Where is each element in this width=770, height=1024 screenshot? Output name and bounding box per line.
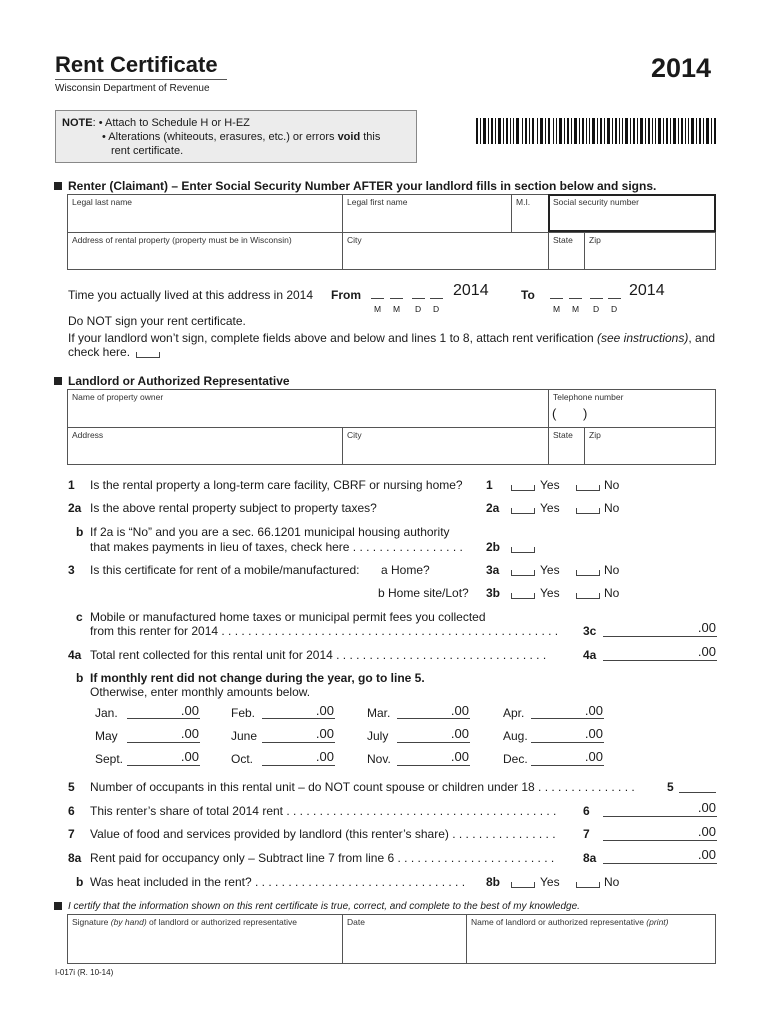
landlord-zip-field[interactable]: Zip [589, 430, 601, 440]
note-label: NOTE [62, 117, 93, 129]
line-3a-ref: 3a [486, 563, 500, 577]
line-3b-yes-checkbox[interactable] [511, 593, 535, 599]
line-6-text: This renter’s share of total 2014 rent . . . . . . . . . . . . . . . . . . . . . . . . . . . . . . . . . . . . . . . . . [90, 804, 557, 818]
line-4a-cents: .00 [697, 644, 716, 659]
line-2b-number: b [76, 525, 84, 539]
line-5-occupants-input[interactable] [679, 792, 716, 793]
line-8b-number: b [76, 875, 84, 889]
month-may-cents: .00 [180, 726, 199, 741]
month-mar-input[interactable] [397, 718, 470, 719]
line-8a-cents: .00 [697, 847, 716, 862]
line-3b-no-label: No [604, 586, 620, 600]
landlord-row-divider [67, 427, 716, 428]
month-dec-cents: .00 [584, 749, 603, 764]
to-year: 2014 [629, 282, 665, 299]
renter-zip-field[interactable]: Zip [589, 235, 601, 245]
line-8b-yes-label: Yes [540, 875, 560, 889]
line-8b-yes-checkbox[interactable] [511, 882, 535, 888]
landlord-wont-sign-1: If your landlord won’t sign, complete fields above and below and lines 1 to 8, attach rent verification [68, 331, 597, 345]
line-4a-amount-input[interactable] [603, 660, 717, 661]
month-may-label: May [95, 729, 118, 743]
line-2a-no-checkbox[interactable] [576, 508, 600, 514]
note-void: void [337, 131, 361, 143]
month-nov-cents: .00 [450, 749, 469, 764]
printed-name-label-b: (print) [646, 917, 669, 927]
line-2a-yes-checkbox[interactable] [511, 508, 535, 514]
month-jul-input[interactable] [397, 742, 470, 743]
line-3a-yes-label: Yes [540, 563, 560, 577]
line-3a-no-checkbox[interactable] [576, 570, 600, 576]
month-jun-cents: .00 [315, 726, 334, 741]
month-jan-input[interactable] [127, 718, 200, 719]
note-bullet-1: • Attach to Schedule H or H-EZ [98, 117, 250, 129]
from-year: 2014 [453, 282, 489, 299]
to-dd-1: D [593, 304, 600, 314]
line-3c-text-1: Mobile or manufactured home taxes or municipal permit fees you collected [90, 610, 486, 624]
line-4a-number: 4a [68, 648, 82, 662]
landlord-city-field[interactable]: City [347, 430, 362, 440]
month-apr-input[interactable] [531, 718, 604, 719]
landlord-wont-sign-text [68, 331, 715, 345]
month-jun-label: June [231, 729, 258, 743]
printed-name-label-a: Name of landlord or authorized representative [471, 917, 647, 927]
line-8a-number: 8a [68, 851, 82, 865]
line-7-amount-input[interactable] [603, 840, 717, 841]
see-instructions: (see instructions) [596, 331, 689, 345]
month-jul-label: July [367, 729, 389, 743]
month-oct-input[interactable] [262, 765, 335, 766]
line-2b-text-2: that makes payments in lieu of taxes, check here . . . . . . . . . . . . . . . . . [90, 540, 463, 554]
month-may-input[interactable] [127, 742, 200, 743]
line-2a-no-label: No [604, 501, 620, 515]
ssn-field[interactable]: Social security number [553, 197, 639, 207]
line-1-ref: 1 [486, 478, 493, 492]
line-4b-number: b [76, 671, 84, 685]
month-jan-cents: .00 [180, 703, 199, 718]
month-nov-input[interactable] [397, 765, 470, 766]
month-jul-cents: .00 [450, 726, 469, 741]
line-8b-no-label: No [604, 875, 620, 889]
line-3a-text: a Home? [381, 563, 430, 577]
line-7-number: 7 [68, 827, 75, 841]
line-3c-text-2: from this renter for 2014 . . . . . . . . . . . . . . . . . . . . . . . . . . . . . . . . . . . . . . . . . . . . . . . . . . . [90, 624, 559, 638]
landlord-heading: Landlord or Authorized Representative [68, 374, 290, 388]
rental-address-field[interactable]: Address of rental property (property must be in Wisconsin) [72, 235, 292, 245]
phone-paren-close: ) [583, 406, 588, 421]
signature-divider-2 [466, 914, 467, 964]
month-apr-cents: .00 [584, 703, 603, 718]
month-jan-label: Jan. [95, 706, 118, 720]
line-3c-number: c [76, 610, 83, 624]
to-dd-2: D [611, 304, 618, 314]
line-3a-yes-checkbox[interactable] [511, 570, 535, 576]
line-2b-checkbox[interactable] [511, 547, 535, 553]
month-apr-label: Apr. [503, 706, 525, 720]
owner-name-field[interactable]: Name of property owner [72, 392, 164, 402]
month-sep-label: Sept. [95, 752, 124, 766]
month-oct-cents: .00 [315, 749, 334, 764]
landlord-divider-2 [342, 427, 343, 465]
month-dec-label: Dec. [503, 752, 528, 766]
month-aug-input[interactable] [531, 742, 604, 743]
renter-heading: Renter (Claimant) – Enter Social Security Number AFTER your landlord fills in section below and signs. [68, 179, 657, 193]
from-mm-2: M [393, 304, 401, 314]
from-label: From [331, 288, 361, 302]
note-text: NOTE: • Attach to Schedule H or H-EZ • Alterations (whiteouts, erasures, etc.) or errors void this rent certificate. [62, 117, 381, 157]
signature-field[interactable] [72, 917, 297, 927]
check-here-label: check here. [68, 345, 131, 359]
form-id: I-017i (R. 10-14) [55, 968, 114, 977]
from-dd-1: D [415, 304, 422, 314]
signature-label-c: of landlord or authorized representative [146, 917, 297, 927]
line-2a-number: 2a [68, 501, 82, 515]
note-bullet-2c: this [360, 131, 381, 143]
line-3b-text: b Home site/Lot? [378, 586, 469, 600]
line-5-text: Number of occupants in this rental unit – do NOT count spouse or children under 18 . . . . . . . . . . . . . . . [90, 780, 635, 794]
line-4a-text: Total rent collected for this rental unit for 2014 . . . . . . . . . . . . . . . . . . . . . . . . . . . . . . . . [90, 648, 547, 662]
line-3c-cents: .00 [697, 620, 716, 635]
printed-name-field[interactable] [471, 917, 669, 927]
landlord-wont-sign-checkbox[interactable] [136, 352, 160, 358]
signature-label-a: Signature [72, 917, 111, 927]
from-dd-2: D [433, 304, 440, 314]
line-5-ref: 5 [667, 780, 674, 794]
renter-city-field[interactable]: City [347, 235, 362, 245]
to-mm-1: M [553, 304, 561, 314]
line-6-cents: .00 [697, 800, 716, 815]
month-oct-label: Oct. [231, 752, 254, 766]
line-3a-no-label: No [604, 563, 620, 577]
month-sep-input[interactable] [127, 765, 200, 766]
from-month-2[interactable] [390, 298, 403, 299]
mi-field[interactable]: M.I. [516, 197, 531, 207]
phone-paren-open: ( [552, 406, 557, 421]
month-mar-label: Mar. [367, 706, 391, 720]
title-rule [55, 79, 227, 80]
signature-label-b: (by hand) [110, 917, 147, 927]
month-jun-input[interactable] [262, 742, 335, 743]
month-aug-label: Aug. [503, 729, 528, 743]
from-day-2[interactable] [430, 298, 443, 299]
note-bullet-2d: rent certificate. [111, 145, 184, 157]
landlord-divider-1 [548, 389, 549, 465]
form-year: 2014 [651, 53, 712, 83]
section-bullet-icon [54, 377, 62, 385]
do-not-sign-notice: Do NOT sign your rent certificate. [68, 314, 246, 328]
to-month-1[interactable] [550, 298, 563, 299]
line-1-no-label: No [604, 478, 620, 492]
date-field[interactable]: Date [347, 917, 365, 927]
line-8b-no-checkbox[interactable] [576, 882, 600, 888]
telephone-field[interactable]: Telephone number [553, 392, 624, 402]
month-dec-input[interactable] [531, 765, 604, 766]
section-bullet-icon [54, 182, 62, 190]
line-1-number: 1 [68, 478, 75, 492]
line-7-cents: .00 [697, 824, 716, 839]
month-feb-cents: .00 [315, 703, 334, 718]
certify-statement: I certify that the information shown on this rent certificate is true, correct, and complete to the best of my knowledge. [68, 901, 580, 912]
line-8a-text: Rent paid for occupancy only – Subtract line 7 from line 6 . . . . . . . . . . . . . . . . . . . . . . . . [90, 851, 555, 865]
renter-divider-4 [584, 232, 585, 270]
first-name-field[interactable]: Legal first name [347, 197, 408, 207]
line-2b-text-1: If 2a is “No” and you are a sec. 66.1201 municipal housing authority [90, 525, 450, 539]
month-mar-cents: .00 [450, 703, 469, 718]
line-6-amount-input[interactable] [603, 816, 717, 817]
line-3c-ref: 3c [583, 624, 597, 638]
line-4a-ref: 4a [583, 648, 597, 662]
from-mm-1: M [374, 304, 382, 314]
to-mm-2: M [572, 304, 580, 314]
landlord-state-field[interactable]: State [553, 430, 573, 440]
line-2a-yes-label: Yes [540, 501, 560, 515]
section-bullet-icon [54, 902, 62, 910]
line-1-yes-label: Yes [540, 478, 560, 492]
landlord-divider-3 [584, 427, 585, 465]
month-nov-label: Nov. [367, 752, 391, 766]
line-7-ref: 7 [583, 827, 590, 841]
line-2a-ref: 2a [486, 501, 500, 515]
to-label: To [521, 288, 535, 302]
line-6-number: 6 [68, 804, 75, 818]
line-4b-text-2: Otherwise, enter monthly amounts below. [90, 685, 311, 699]
month-sep-cents: .00 [180, 749, 199, 764]
line-8a-amount-input[interactable] [603, 863, 717, 864]
line-6-ref: 6 [583, 804, 590, 818]
agency-name: Wisconsin Department of Revenue [55, 83, 210, 94]
line-1-no-checkbox[interactable] [576, 485, 600, 491]
month-feb-label: Feb. [231, 706, 256, 720]
month-feb-input[interactable] [262, 718, 335, 719]
note-bullet-2a: • Alterations (whiteouts, erasures, etc.) or errors [102, 131, 338, 143]
line-3b-no-checkbox[interactable] [576, 593, 600, 599]
signature-divider-1 [342, 914, 343, 964]
line-2a-text: Is the above rental property subject to property taxes? [90, 501, 377, 515]
to-month-2[interactable] [569, 298, 582, 299]
line-1-yes-checkbox[interactable] [511, 485, 535, 491]
landlord-wont-sign-2: , and [688, 331, 716, 345]
renter-state-field[interactable]: State [553, 235, 573, 245]
from-day-1[interactable] [412, 298, 425, 299]
line-3b-yes-label: Yes [540, 586, 560, 600]
line-3-number: 3 [68, 563, 75, 577]
time-lived-label: Time you actually lived at this address in 2014 [68, 288, 314, 302]
line-1-text: Is the rental property a long-term care facility, CBRF or nursing home? [90, 478, 463, 492]
line-3b-ref: 3b [486, 586, 501, 600]
to-day-2[interactable] [608, 298, 621, 299]
to-day-1[interactable] [590, 298, 603, 299]
form-title: Rent Certificate [55, 52, 218, 77]
renter-divider-2 [511, 194, 512, 232]
line-8a-ref: 8a [583, 851, 597, 865]
line-8b-ref: 8b [486, 875, 501, 889]
landlord-address-field[interactable]: Address [72, 430, 104, 440]
renter-divider-1 [342, 194, 343, 270]
line-3-text: Is this certificate for rent of a mobile/manufactured: [90, 563, 360, 577]
line-4b-text-1: If monthly rent did not change during the year, go to line 5. [90, 671, 425, 685]
line-8b-text: Was heat included in the rent? . . . . . . . . . . . . . . . . . . . . . . . . . . . . . . . . [90, 875, 466, 889]
line-2b-ref: 2b [486, 540, 501, 554]
month-aug-cents: .00 [584, 726, 603, 741]
line-7-text: Value of food and services provided by landlord (this renter’s share) . . . . . . . . . . . . . . . . [90, 827, 556, 841]
line-5-number: 5 [68, 780, 75, 794]
line-3c-amount-input[interactable] [603, 636, 717, 637]
renter-row-divider [67, 232, 716, 233]
last-name-field[interactable]: Legal last name [72, 197, 133, 207]
from-month-1[interactable] [371, 298, 384, 299]
barcode-icon [476, 118, 716, 144]
